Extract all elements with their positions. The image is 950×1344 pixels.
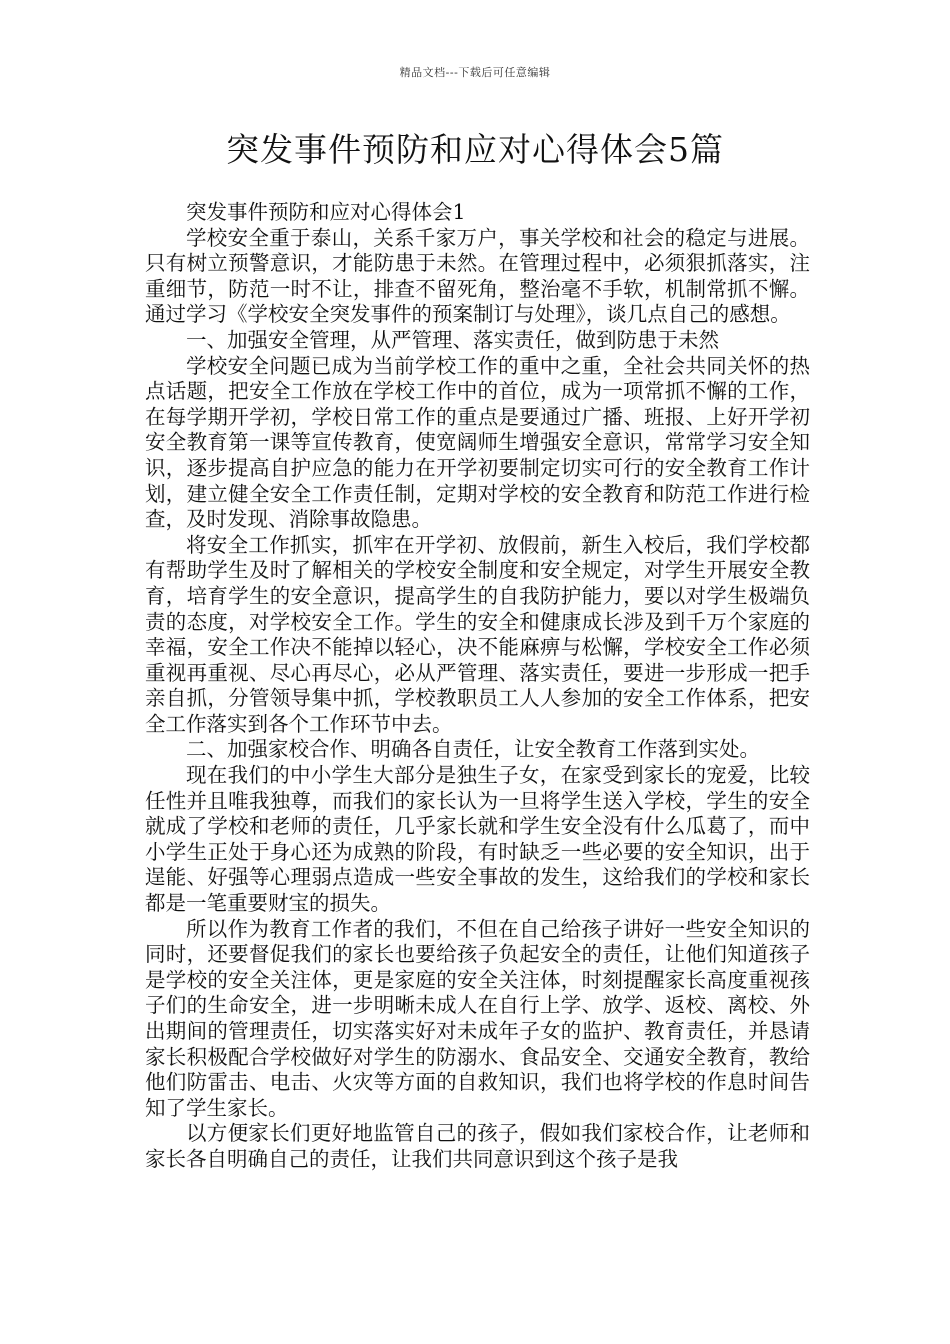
section-heading: 突发事件预防和应对心得体会1 — [186, 200, 466, 224]
section-heading: 一、加强安全管理，从严管理、落实责任，做到防患于未然 — [186, 327, 719, 352]
document-body — [145, 200, 810, 1173]
section-heading: 二、加强家校合作、明确各自责任，让安全教育工作落到实处。 — [186, 737, 760, 762]
document-title: 突发事件预防和应对心得体会5篇 — [226, 130, 724, 169]
header-note: 精品文档---下载后可任意编辑 — [399, 66, 551, 79]
paragraph: 将安全工作抓实，抓牢在开学初、放假前，新生入校后，我们学校都有帮助学生及时了解相关的学校安全制度和安全规定，对学生开展安全教育，培育学生的安全意识，提高学生的自我防护能力，要以对学生极端负责的态度，对学校安全工作。学生的安全和健康成长涉及到千万个家庭的幸福，安全工作决不能掉以轻心，决不能麻痹与松懈，学校安全工作必须重视再重视、尽心再尽心，必从严管理、落实责任，要进一步形成一把手亲自抓，分管领导集中抓，学校教职员工人人参加的安全工作体系，把安全工作落实到各个工作环节中去。 — [145, 532, 810, 736]
paragraph: 学校安全问题已成为当前学校工作的重中之重，全社会共同关怀的热点话题，把安全工作放在学校工作中的首位，成为一项常抓不懈的工作，在每学期开学初，学校日常工作的重点是要通过广播、班报、上好开学初安全教育第一课等宣传教育，使宽阔师生增强安全意识，常常学习安全知识，逐步提高自护应急的能力在开学初要制定切实可行的安全教育工作计划，建立健全安全工作责任制，定期对学校的安全教育和防范工作进行检查，及时发现、消除事故隐患。 — [145, 353, 810, 532]
paragraph: 以方便家长们更好地监管自己的孩子，假如我们家校合作，让老师和家长各自明确自己的责任，让我们共同意识到这个孩子是我 — [145, 1121, 810, 1171]
paragraph: 现在我们的中小学生大部分是独生子女，在家受到家长的宠爱，比较任性并且唯我独尊，而我们的家长认为一旦将学生送入学校，学生的安全就成了学校和老师的责任，几乎家长就和学生安全没有什么瓜葛了，而中小学生正处于身心还为成熟的阶段，有时缺乏一些必要的安全知识，出于逞能、好强等心理弱点造成一些安全事故的发生，这给我们的学校和家长都是一笔重要财宝的损失。 — [145, 763, 810, 916]
paragraph: 所以作为教育工作者的我们，不但在自己给孩子讲好一些安全知识的同时，还要督促我们的家长也要给孩子负起安全的责任，让他们知道孩子是学校的安全关注体，更是家庭的安全关注体，时刻提醒家长高度重视孩子们的生命安全，进一步明晰未成人在自行上学、放学、返校、离校、外出期间的管理责任，切实落实好对未成年子女的监护、教育责任，并恳请家长积极配合学校做好对学生的防溺水、食品安全、交通安全教育，教给他们防雷击、电击、火灾等方面的自救知识，我们也将学校的作息时间告知了学生家长。 — [145, 916, 810, 1120]
paragraph: 学校安全重于泰山，关系千家万户，事关学校和社会的稳定与进展。只有树立预警意识，才能防患于未然。在管理过程中，必须狠抓落实，注重细节，防范一时不让，排查不留死角，整治毫不手软，机制常抓不懈。通过学习《学校安全突发事件的预案制订与处理》，谈几点自己的感想。 — [145, 225, 810, 327]
